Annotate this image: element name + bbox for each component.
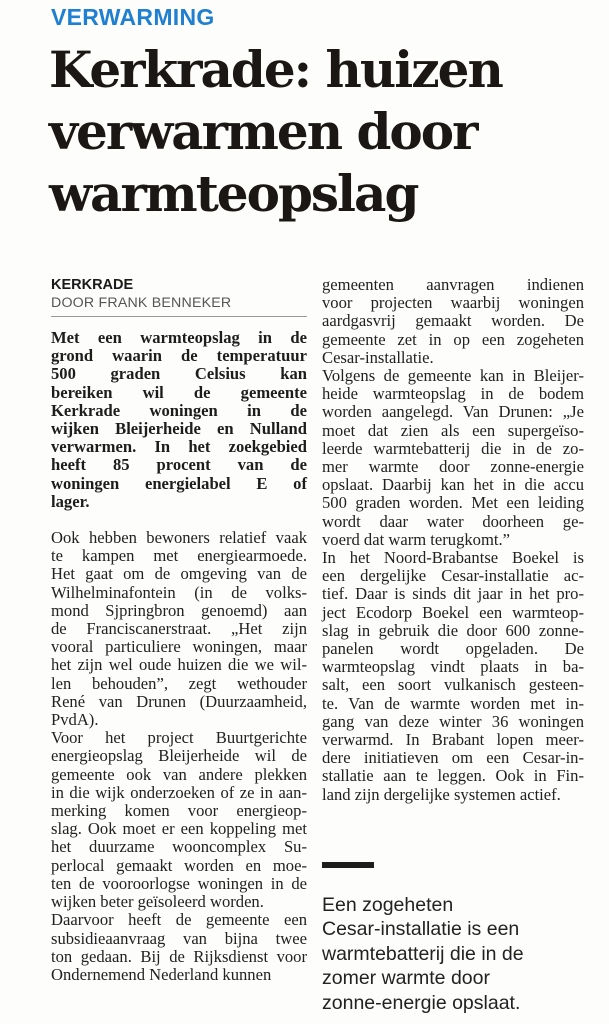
text-line: woningen energielabel E of	[51, 473, 307, 493]
text-line: lager.	[51, 491, 90, 511]
text-line: warmteopslag vindt plaats in ba-	[322, 657, 584, 677]
text-line: voor projecten waarbij woningen	[322, 293, 584, 313]
text-line: subsidieaanvraag van bijna twee	[51, 928, 307, 948]
text-line: Daarvoor heeft de gemeente een	[51, 910, 307, 930]
text-line: te kampen met energiearmoede.	[51, 546, 307, 566]
text-line: panelen wordt opgeladen. De	[322, 639, 584, 659]
text-line: vooral particuliere woningen, maar	[51, 637, 307, 657]
body-text-left	[51, 529, 307, 984]
dateline: KERKRADE	[51, 277, 134, 293]
byline-divider	[51, 316, 307, 317]
text-line: Ondernemend Nederland kunnen	[51, 964, 272, 984]
text-line: ton gedaan. Bij de Rijksdienst voor	[51, 946, 307, 966]
text-line: heeft 85 procent van de	[51, 455, 307, 475]
text-line: len behouden”, zegt wethouder	[51, 673, 307, 693]
text-line: Met een warmteopslag in de	[51, 328, 307, 347]
text-line: zomer warmte door	[322, 967, 490, 990]
text-line: heide warmteopslag in de bodem	[322, 384, 584, 404]
text-line: Cesar-installatie is een	[322, 918, 520, 941]
text-line: gemeente ook van andere plekken	[51, 764, 307, 784]
text-line: slag. Ook moet er een koppeling met	[51, 819, 307, 839]
section-label: VERWARMING	[51, 4, 215, 30]
text-line: verwarmen. In het zoekgebied	[51, 437, 307, 457]
byline: DOOR FRANK BENNEKER	[51, 295, 232, 311]
text-line: Cesar-installatie.	[322, 347, 434, 367]
text-line: bereiken wil de gemeente	[51, 382, 307, 402]
text-line: worden aangelegd. Van Drunen: „Je	[322, 402, 584, 422]
text-line: het duurzame wooncomplex Su-	[51, 837, 307, 857]
text-line: land zijn dergelijke systemen actief.	[322, 784, 561, 804]
lead-paragraph	[51, 329, 307, 511]
text-line: René van Drunen (Duurzaamheid,	[51, 691, 307, 711]
text-line: mond Sjpringbron genoemd) aan	[51, 600, 307, 620]
text-line: Wilhelminafontein (in de volks-	[51, 582, 307, 602]
text-line: stallatie aan te leggen. Ook in Fin-	[322, 766, 584, 786]
headline-line: Kerkrade: huizen	[49, 40, 502, 99]
headline-line: warmteopslag	[49, 164, 418, 223]
text-line: Het gaat om de omgeving van de	[51, 564, 307, 584]
text-line: het zijn wel oude huizen die we wil-	[51, 655, 307, 675]
text-line: 500 graden worden. Met een leiding	[322, 493, 584, 513]
text-line: leerde warmtebatterij die in de zo-	[322, 438, 584, 458]
text-line: grond waarin de temperatuur	[51, 346, 307, 366]
text-line: mer warmte door zonne-energie	[322, 457, 584, 477]
text-line: ten de vooroorlogse woningen in de	[51, 873, 307, 893]
text-line: merking komen voor energieop-	[51, 801, 307, 821]
pullquote-bar	[322, 862, 374, 868]
text-line: dere initiatieven om een Cesar-in-	[322, 748, 584, 768]
text-line: zonne-energie opslaat.	[322, 991, 521, 1014]
text-line: PvdA).	[51, 710, 99, 730]
text-line: aardgasvrij gemaakt worden. De	[322, 311, 584, 331]
text-line: verwarmd. In Brabant lopen meer-	[322, 730, 584, 750]
text-line: Volgens de gemeente kan in Bleijer-	[322, 366, 584, 386]
text-line: 500 graden Celsius kan	[51, 364, 307, 384]
text-line: een dergelijke Cesar-installatie ac-	[322, 566, 584, 586]
text-line: tief. Daar is sinds dit jaar in het pro-	[322, 584, 584, 604]
text-line: energieopslag Bleijerheide wil de	[51, 746, 307, 766]
text-line: gemeenten aanvragen indienen	[322, 275, 584, 294]
text-line: warmtebatterij die in de	[322, 942, 524, 965]
text-line: voerd dat warm terugkomt.”	[322, 529, 511, 549]
text-line: te. Van de warmte worden met in-	[322, 693, 584, 713]
headline-line: verwarmen door	[49, 102, 477, 161]
article-column-right	[322, 276, 584, 804]
text-line: gang van deze winter 36 woningen	[322, 711, 584, 731]
headline	[49, 39, 609, 225]
article-column-left	[51, 276, 307, 984]
text-line: ject Ecodorp Boekel een warmteop-	[322, 602, 584, 622]
text-line: slag in gebruik die door 600 zonne-	[322, 620, 584, 640]
text-line: wordt daar water doorheen ge-	[322, 511, 584, 531]
text-line: wijken Bleijerheide en Nulland	[51, 419, 307, 439]
text-line: Kerkrade woningen in de	[51, 400, 307, 420]
text-line: salt, een soort vulkanisch gesteen-	[322, 675, 584, 695]
text-line: In het Noord-Brabantse Boekel is	[322, 548, 584, 568]
text-line: wijken beter geïsoleerd worden.	[51, 892, 264, 912]
text-line: Een zogeheten	[322, 894, 454, 916]
text-line: Voor het project Buurtgerichte	[51, 728, 307, 748]
text-line: gemeente zet in op een zogeheten	[322, 329, 584, 349]
text-line: Ook hebben bewoners relatief vaak	[51, 528, 307, 548]
text-line: in die wijk onderzoeken of ze in aan-	[51, 782, 307, 802]
body-text-right	[322, 276, 584, 804]
pullquote	[322, 893, 582, 1015]
text-line: de Franciscanerstraat. „Het zijn	[51, 619, 307, 639]
text-line: perlocal gemaakt worden en moe-	[51, 855, 307, 875]
text-line: opslaat. Daarbij kan het in die accu	[322, 475, 584, 495]
text-line: moet dat zien als een supergeïso-	[322, 420, 584, 440]
